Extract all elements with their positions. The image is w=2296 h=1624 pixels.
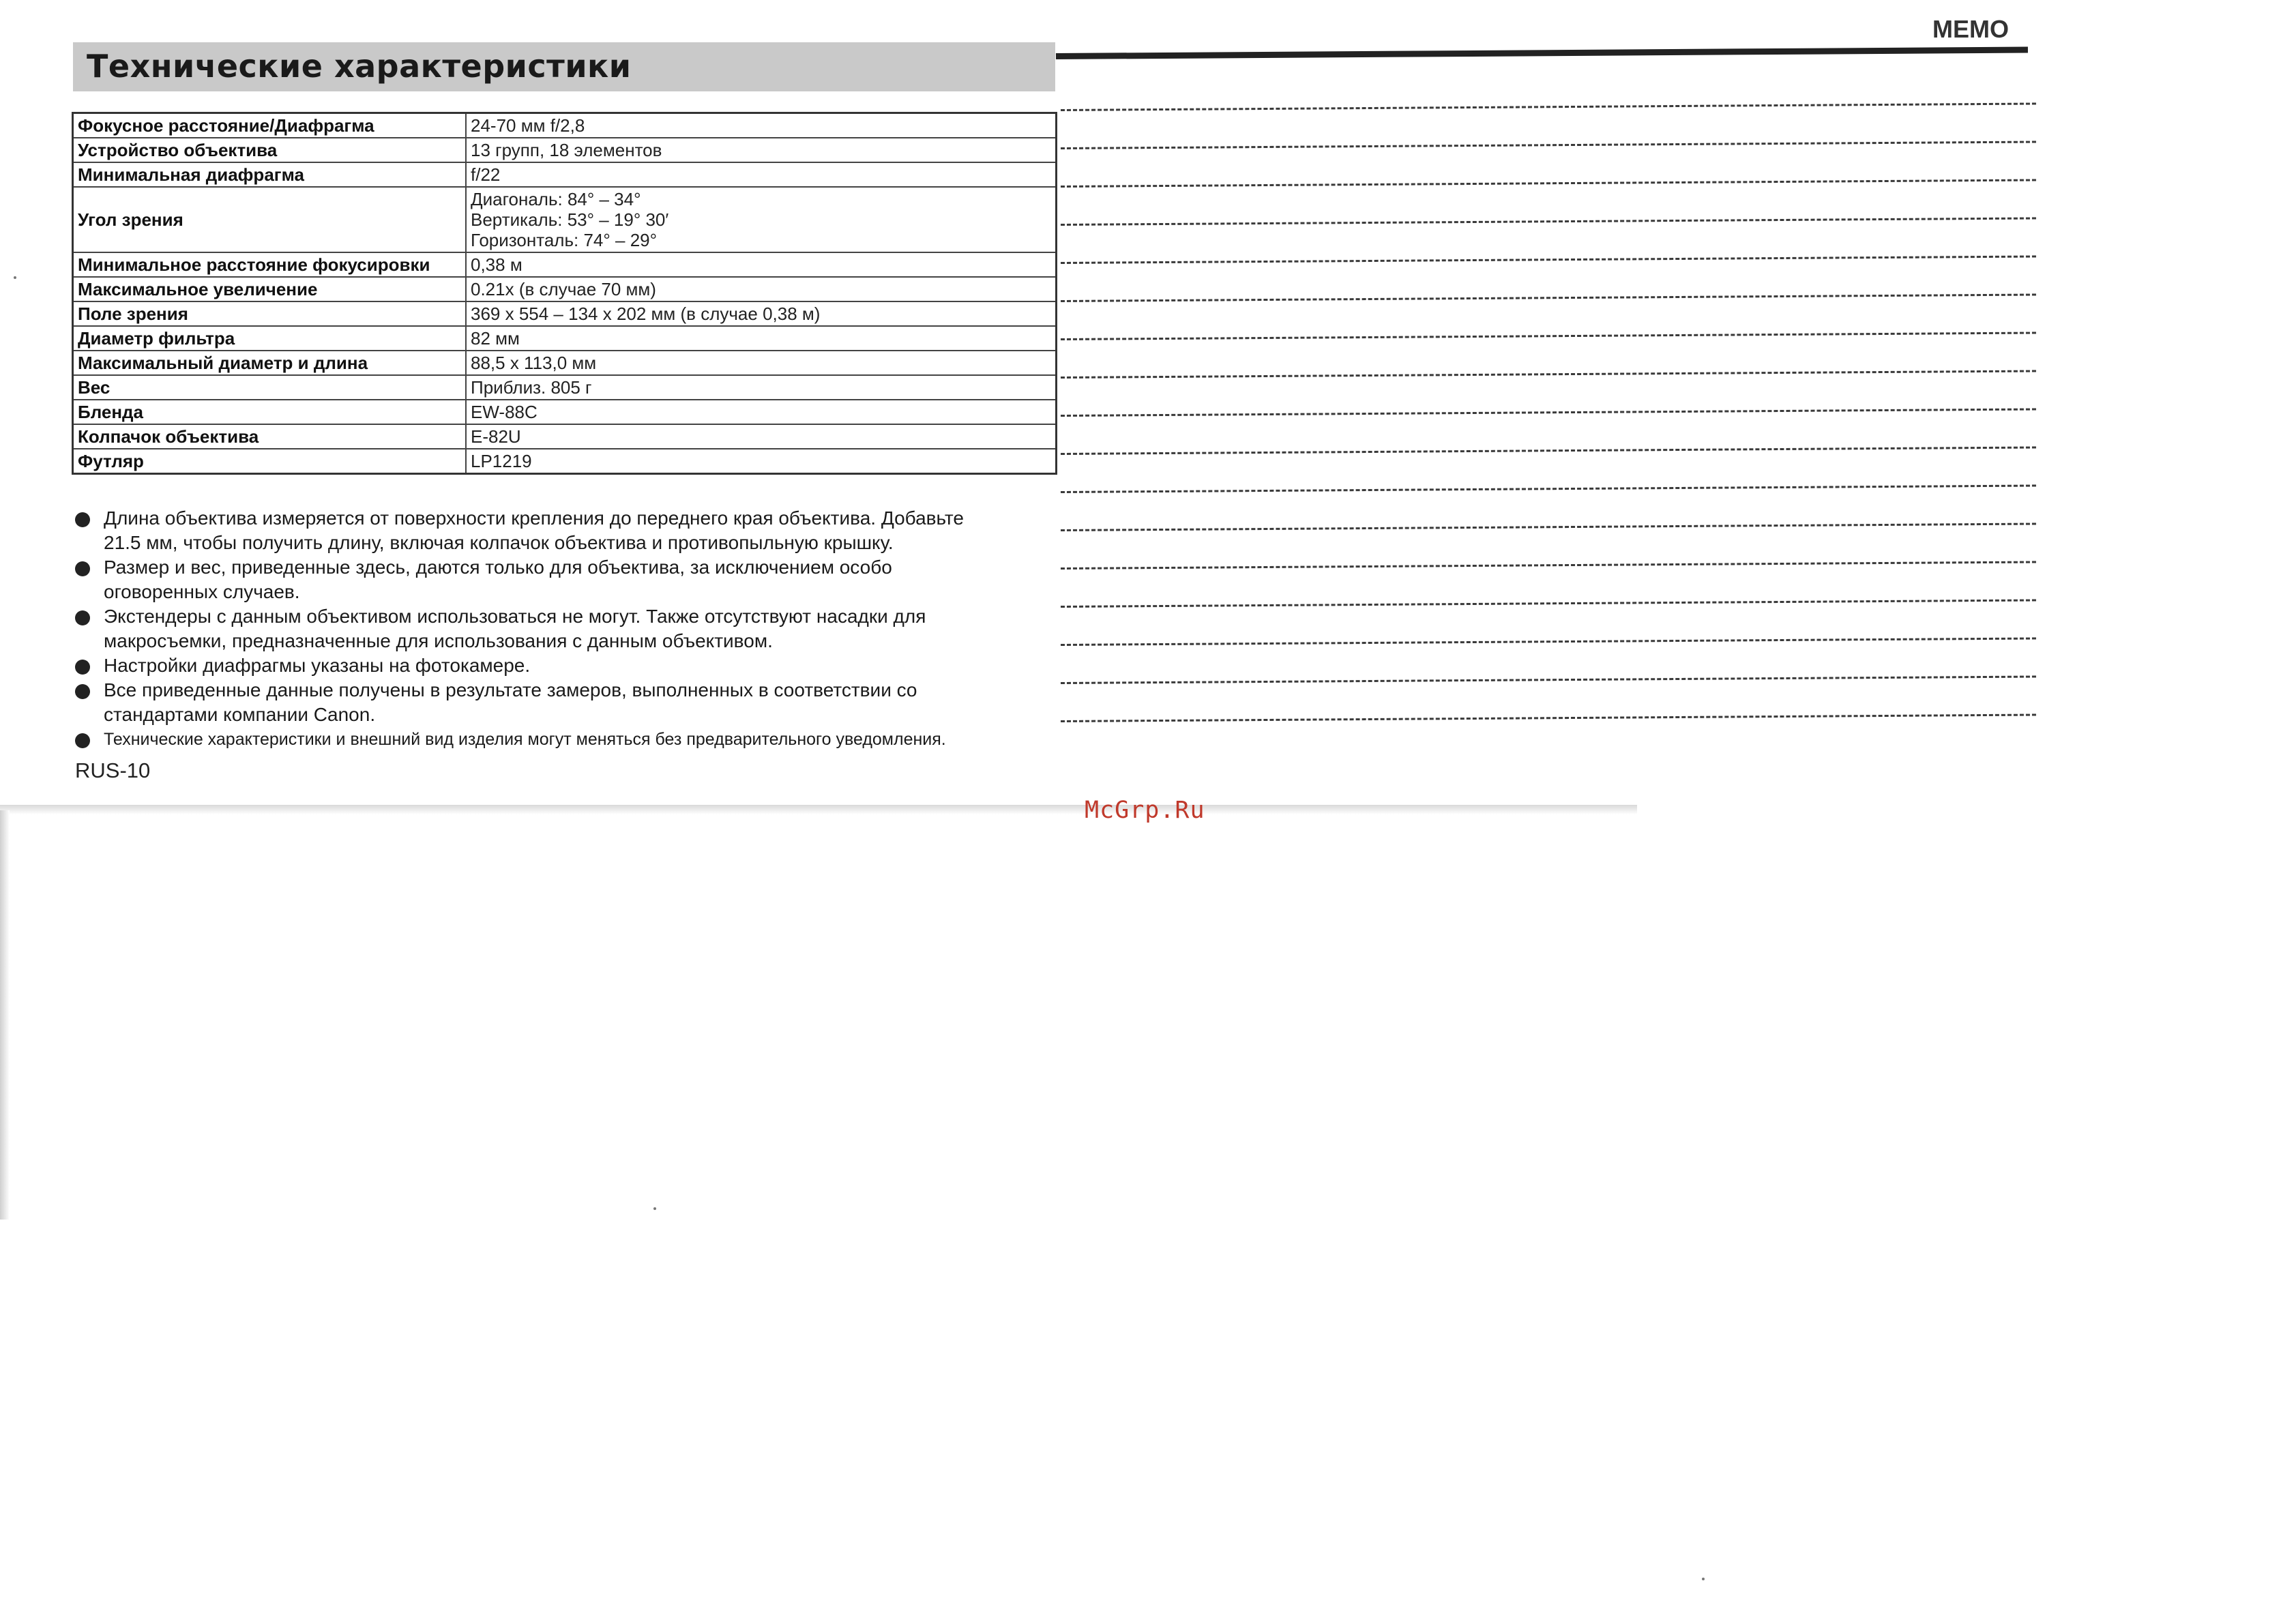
spec-value-line: E-82U [471, 426, 521, 447]
spec-row [73, 326, 1057, 351]
note-item [74, 678, 1063, 727]
memo-writing-line [1061, 256, 2036, 264]
spec-label: Вес [73, 375, 467, 400]
memo-writing-line [1061, 676, 2036, 684]
memo-writing-line [1061, 332, 2036, 340]
spec-value-line: 82 мм [471, 328, 520, 349]
note-item [74, 604, 1063, 653]
scanned-page [0, 0, 2101, 808]
note-line: Длина объектива измеряется от поверхности крепления до переднего края объектива. Добавьте [104, 507, 964, 529]
spec-row [73, 277, 1057, 301]
spec-label: Угол зрения [73, 187, 467, 252]
spec-value-line: 24-70 мм f/2,8 [471, 115, 585, 136]
spec-value-line: EW-88C [471, 402, 538, 422]
bullet-icon [75, 733, 90, 748]
spec-value-line: 13 групп, 18 элементов [471, 140, 662, 160]
spec-label: Фокусное расстояние/Диафрагма [73, 113, 467, 138]
note-item [74, 555, 1063, 604]
memo-writing-line [1061, 485, 2036, 493]
spec-label: Устройство объектива [73, 138, 467, 162]
spec-value-line: Горизонталь: 74° – 29° [471, 230, 658, 250]
page-shadow-edge-left [0, 810, 10, 1220]
memo-writing-line [1061, 600, 2036, 608]
spec-row [73, 424, 1057, 449]
spec-value [466, 375, 1057, 400]
spec-value-line: Вертикаль: 53° – 19° 30′ [471, 209, 669, 230]
spec-value [466, 162, 1057, 187]
page-shadow-edge [0, 805, 1637, 814]
memo-writing-line [1061, 714, 2036, 722]
spec-row [73, 400, 1057, 424]
spec-value [466, 400, 1057, 424]
memo-writing-line [1061, 561, 2036, 570]
spec-value [466, 424, 1057, 449]
memo-writing-line [1061, 294, 2036, 302]
spec-value-line: f/22 [471, 164, 501, 185]
spec-row [73, 187, 1057, 252]
memo-writing-line [1061, 409, 2036, 417]
spec-label: Футляр [73, 449, 467, 474]
spec-row [73, 162, 1057, 187]
memo-writing-line [1061, 141, 2036, 149]
memo-writing-line [1061, 218, 2036, 226]
spec-value-line: 88,5 x 113,0 мм [471, 353, 597, 373]
scan-speck [653, 1207, 656, 1210]
spec-value [466, 449, 1057, 474]
note-line: Все приведенные данные получены в результате замеров, выполненных в соответствии со [104, 679, 917, 700]
memo-writing-line [1061, 370, 2036, 379]
spec-label: Бленда [73, 400, 467, 424]
spec-row [73, 252, 1057, 277]
spec-row [73, 138, 1057, 162]
spec-value [466, 351, 1057, 375]
scan-speck [14, 276, 16, 279]
memo-label: MEMO [1932, 15, 2009, 43]
spec-label: Максимальное увеличение [73, 277, 467, 301]
spec-row [73, 449, 1057, 474]
spec-value-line: Приблиз. 805 г [471, 377, 592, 398]
spec-row [73, 301, 1057, 326]
spec-value [466, 113, 1057, 138]
bullet-icon [75, 561, 90, 576]
spec-value [466, 277, 1057, 301]
memo-lines [1061, 95, 2036, 737]
spec-label: Минимальное расстояние фокусировки [73, 252, 467, 277]
spec-value [466, 187, 1057, 252]
note-line: Размер и вес, приведенные здесь, даются только для объектива, за исключением особо [104, 557, 892, 578]
memo-writing-line [1061, 523, 2036, 531]
spec-label: Максимальный диаметр и длина [73, 351, 467, 375]
note-line: макросъемки, предназначенные для использования с данным объективом. [104, 630, 773, 651]
memo-writing-line [1061, 638, 2036, 646]
note-item [74, 506, 1063, 555]
spec-label: Поле зрения [73, 301, 467, 326]
spec-value [466, 326, 1057, 351]
note-line: Технические характеристики и внешний вид изделия могут меняться без предварительного уведомления. [104, 730, 946, 749]
memo-writing-line [1061, 447, 2036, 455]
memo-writing-line [1061, 179, 2036, 188]
spec-row [73, 113, 1057, 138]
spec-value-line: 369 x 554 – 134 x 202 мм (в случае 0,38 м) [471, 304, 821, 324]
spec-value [466, 301, 1057, 326]
note-line: 21.5 мм, чтобы получить длину, включая колпачок объектива и противопыльную крышку. [104, 532, 894, 553]
bullet-icon [75, 684, 90, 699]
note-item [74, 727, 1063, 752]
note-item [74, 653, 1063, 678]
memo-header-rule [1056, 47, 2028, 59]
note-line: Настройки диафрагмы указаны на фотокамере. [104, 655, 531, 676]
memo-writing-line [1061, 103, 2036, 111]
bullet-icon [75, 610, 90, 625]
section-title-bar [73, 42, 1055, 91]
spec-label: Минимальная диафрагма [73, 162, 467, 187]
spec-row [73, 375, 1057, 400]
spec-label: Диаметр фильтра [73, 326, 467, 351]
scan-speck [1702, 1578, 1705, 1580]
specifications-table [72, 112, 1057, 475]
spec-value [466, 252, 1057, 277]
spec-value-line: LP1219 [471, 451, 532, 471]
note-line: оговоренных случаев. [104, 581, 300, 602]
notes-list [74, 506, 1063, 752]
spec-value-line: 0.21x (в случае 70 мм) [471, 279, 656, 299]
bullet-icon [75, 660, 90, 675]
bullet-icon [75, 512, 90, 527]
spec-value-line: 0,38 м [471, 254, 523, 275]
watermark-text: McGrp.Ru [1085, 797, 1205, 824]
spec-label: Колпачок объектива [73, 424, 467, 449]
page-number: RUS-10 [75, 758, 151, 782]
spec-value-line: Диагональ: 84° – 34° [471, 189, 641, 209]
page-title: Технические характеристики [87, 48, 632, 85]
note-line: стандартами компании Canon. [104, 704, 376, 725]
spec-value [466, 138, 1057, 162]
spec-row [73, 351, 1057, 375]
note-line: Экстендеры с данным объективом использоваться не могут. Также отсутствуют насадки для [104, 606, 926, 627]
